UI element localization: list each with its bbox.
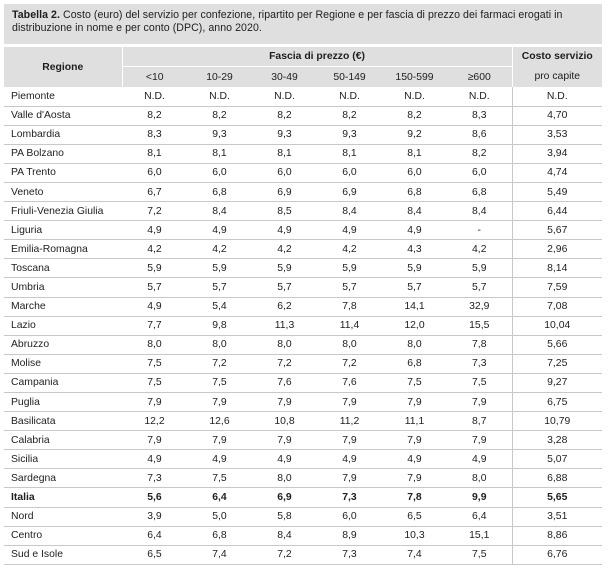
value-cell: 6,2 — [252, 297, 317, 316]
value-cell: 6,8 — [447, 182, 512, 201]
region-name-cell: Italia — [4, 488, 122, 507]
cost-cell: N.D. — [512, 87, 602, 106]
value-cell: 4,9 — [317, 221, 382, 240]
value-cell: 7,8 — [317, 297, 382, 316]
value-cell: 8,2 — [382, 106, 447, 125]
table-row — [4, 259, 602, 278]
value-cell: 7,5 — [187, 469, 252, 488]
value-cell: 10,8 — [252, 412, 317, 431]
value-cell: 15,5 — [447, 316, 512, 335]
value-cell: 7,9 — [447, 393, 512, 412]
region-name-cell: Centro — [4, 526, 122, 545]
header-band: <10 — [122, 67, 187, 88]
table-row — [4, 316, 602, 335]
value-cell: 6,8 — [382, 354, 447, 373]
value-cell: 7,8 — [382, 488, 447, 507]
value-cell: 4,3 — [382, 240, 447, 259]
value-cell: 8,4 — [252, 526, 317, 545]
value-cell: 4,9 — [382, 221, 447, 240]
cost-cell: 2,96 — [512, 240, 602, 259]
cost-cell: 3,53 — [512, 125, 602, 144]
region-name-cell: Liguria — [4, 221, 122, 240]
value-cell: 6,4 — [447, 507, 512, 526]
region-name-cell: Lazio — [4, 316, 122, 335]
value-cell: 5,9 — [122, 259, 187, 278]
table-row — [4, 106, 602, 125]
table-row — [4, 240, 602, 259]
value-cell: 8,0 — [252, 469, 317, 488]
value-cell: 12,6 — [187, 412, 252, 431]
region-name-cell: Calabria — [4, 431, 122, 450]
value-cell: 8,3 — [122, 125, 187, 144]
value-cell: 9,8 — [187, 316, 252, 335]
region-name-cell: Abruzzo — [4, 335, 122, 354]
table-row — [4, 526, 602, 545]
value-cell: 8,2 — [122, 106, 187, 125]
value-cell: 8,4 — [317, 202, 382, 221]
value-cell: 5,4 — [187, 297, 252, 316]
table-row — [4, 393, 602, 412]
value-cell: N.D. — [317, 87, 382, 106]
value-cell: 7,5 — [447, 545, 512, 564]
value-cell: 8,0 — [317, 335, 382, 354]
table-row — [4, 373, 602, 392]
region-name-cell: Nord — [4, 507, 122, 526]
value-cell: 10,3 — [382, 526, 447, 545]
table-row — [4, 507, 602, 526]
value-cell: 4,9 — [317, 450, 382, 469]
table-row — [4, 354, 602, 373]
cost-cell: 9,27 — [512, 373, 602, 392]
value-cell: 11,3 — [252, 316, 317, 335]
value-cell: 5,9 — [252, 259, 317, 278]
value-cell: 11,2 — [317, 412, 382, 431]
value-cell: 7,3 — [447, 354, 512, 373]
value-cell: 5,7 — [252, 278, 317, 297]
table-row — [4, 221, 602, 240]
value-cell: 9,3 — [187, 125, 252, 144]
table-row — [4, 87, 602, 106]
cost-cell: 6,88 — [512, 469, 602, 488]
cost-cell: 8,14 — [512, 259, 602, 278]
value-cell: N.D. — [252, 87, 317, 106]
value-cell: 5,0 — [187, 507, 252, 526]
region-name-cell: Molise — [4, 354, 122, 373]
table-row — [4, 202, 602, 221]
value-cell: 4,2 — [252, 240, 317, 259]
value-cell: 8,1 — [187, 144, 252, 163]
table-row — [4, 412, 602, 431]
value-cell: 6,9 — [252, 182, 317, 201]
value-cell: 12,2 — [122, 412, 187, 431]
value-cell: 4,9 — [382, 450, 447, 469]
region-name-cell: Sardegna — [4, 469, 122, 488]
value-cell: 4,9 — [122, 297, 187, 316]
value-cell: 8,3 — [447, 106, 512, 125]
value-cell: 8,7 — [447, 412, 512, 431]
value-cell: 9,9 — [447, 488, 512, 507]
value-cell: 7,9 — [187, 431, 252, 450]
region-name-cell: PA Bolzano — [4, 144, 122, 163]
value-cell: 6,9 — [252, 488, 317, 507]
value-cell: 11,1 — [382, 412, 447, 431]
value-cell: 4,9 — [252, 221, 317, 240]
value-cell: 7,2 — [317, 354, 382, 373]
value-cell: 8,1 — [382, 144, 447, 163]
value-cell: 6,4 — [187, 488, 252, 507]
value-cell: 7,2 — [187, 354, 252, 373]
table-row — [4, 182, 602, 201]
value-cell: 4,2 — [187, 240, 252, 259]
value-cell: 7,9 — [122, 393, 187, 412]
value-cell: 6,8 — [382, 182, 447, 201]
table-row — [4, 278, 602, 297]
value-cell: 8,1 — [252, 144, 317, 163]
value-cell: 7,7 — [122, 316, 187, 335]
value-cell: 6,7 — [122, 182, 187, 201]
value-cell: 8,4 — [187, 202, 252, 221]
cost-cell: 5,67 — [512, 221, 602, 240]
value-cell: 7,3 — [122, 469, 187, 488]
region-name-cell: Lombardia — [4, 125, 122, 144]
value-cell: 7,6 — [317, 373, 382, 392]
cost-cell: 3,94 — [512, 144, 602, 163]
value-cell: 5,9 — [447, 259, 512, 278]
cost-cell: 5,66 — [512, 335, 602, 354]
table-row — [4, 125, 602, 144]
cost-cell: 7,08 — [512, 297, 602, 316]
table-row — [4, 297, 602, 316]
value-cell: 7,9 — [122, 431, 187, 450]
value-cell: 5,7 — [317, 278, 382, 297]
value-cell: 7,5 — [382, 373, 447, 392]
region-name-cell: Veneto — [4, 182, 122, 201]
value-cell: 7,3 — [317, 545, 382, 564]
value-cell: 7,2 — [122, 202, 187, 221]
value-cell: 7,5 — [447, 373, 512, 392]
cost-cell: 7,59 — [512, 278, 602, 297]
caption-text: Costo (euro) del servizio per confezione, ripartito per Regione e per fascia di prezzo dei farmaci erogati in distribuzione in nome e per conto (DPC), anno 2020. — [12, 9, 563, 34]
value-cell: 7,8 — [447, 335, 512, 354]
value-cell: 7,9 — [317, 393, 382, 412]
value-cell: 7,9 — [252, 393, 317, 412]
cost-cell: 3,51 — [512, 507, 602, 526]
caption-label: Tabella 2. — [12, 9, 60, 21]
value-cell: 5,7 — [447, 278, 512, 297]
value-cell: 5,8 — [252, 507, 317, 526]
table-caption — [4, 4, 602, 44]
table-row — [4, 469, 602, 488]
value-cell: 8,1 — [122, 144, 187, 163]
header-costo: Costo servizio — [512, 47, 602, 67]
header-band: 30-49 — [252, 67, 317, 88]
value-cell: 5,7 — [122, 278, 187, 297]
cost-cell: 6,44 — [512, 202, 602, 221]
value-cell: N.D. — [122, 87, 187, 106]
value-cell: 7,9 — [382, 431, 447, 450]
header-costo-sub: pro capite — [512, 67, 602, 88]
region-name-cell: Campania — [4, 373, 122, 392]
value-cell: 5,7 — [187, 278, 252, 297]
value-cell: 6,0 — [317, 163, 382, 182]
header-band: 10-29 — [187, 67, 252, 88]
value-cell: 8,0 — [252, 335, 317, 354]
header-regione: Regione — [4, 47, 122, 87]
value-cell: 4,9 — [122, 221, 187, 240]
value-cell: 6,0 — [122, 163, 187, 182]
value-cell: 8,0 — [447, 469, 512, 488]
value-cell: 8,2 — [317, 106, 382, 125]
region-name-cell: Marche — [4, 297, 122, 316]
region-name-cell: PA Trento — [4, 163, 122, 182]
cost-cell: 5,07 — [512, 450, 602, 469]
value-cell: 32,9 — [447, 297, 512, 316]
value-cell: 6,0 — [317, 507, 382, 526]
value-cell: 15,1 — [447, 526, 512, 545]
value-cell: 6,5 — [122, 545, 187, 564]
value-cell: 7,2 — [252, 545, 317, 564]
value-cell: 9,2 — [382, 125, 447, 144]
value-cell: 5,9 — [382, 259, 447, 278]
region-name-cell: Sicilia — [4, 450, 122, 469]
value-cell: 3,9 — [122, 507, 187, 526]
cost-cell: 8,86 — [512, 526, 602, 545]
value-cell: 12,0 — [382, 316, 447, 335]
cost-cell: 4,74 — [512, 163, 602, 182]
region-name-cell: Toscana — [4, 259, 122, 278]
value-cell: 6,5 — [382, 507, 447, 526]
value-cell: 4,9 — [187, 221, 252, 240]
value-cell: 5,6 — [122, 488, 187, 507]
value-cell: 8,0 — [122, 335, 187, 354]
header-band: ≥600 — [447, 67, 512, 88]
table-row — [4, 431, 602, 450]
value-cell: 7,9 — [382, 393, 447, 412]
value-cell: 11,4 — [317, 316, 382, 335]
value-cell: 7,9 — [252, 431, 317, 450]
value-cell: 14,1 — [382, 297, 447, 316]
value-cell: N.D. — [447, 87, 512, 106]
value-cell: 7,6 — [252, 373, 317, 392]
header-fascia: Fascia di prezzo (€) — [122, 47, 512, 67]
table-body — [4, 87, 602, 564]
value-cell: 5,9 — [187, 259, 252, 278]
value-cell: 8,9 — [317, 526, 382, 545]
value-cell: 8,6 — [447, 125, 512, 144]
value-cell: 8,4 — [447, 202, 512, 221]
table-row — [4, 545, 602, 564]
table-row — [4, 335, 602, 354]
cost-cell: 10,79 — [512, 412, 602, 431]
cost-cell: 3,28 — [512, 431, 602, 450]
region-name-cell: Friuli-Venezia Giulia — [4, 202, 122, 221]
value-cell: 4,9 — [252, 450, 317, 469]
value-cell: 7,3 — [317, 488, 382, 507]
value-cell: 4,2 — [447, 240, 512, 259]
value-cell: 8,2 — [252, 106, 317, 125]
value-cell: 8,1 — [317, 144, 382, 163]
value-cell: 4,9 — [447, 450, 512, 469]
value-cell: 7,9 — [382, 469, 447, 488]
value-cell: 7,4 — [187, 545, 252, 564]
region-name-cell: Umbria — [4, 278, 122, 297]
value-cell: 7,9 — [317, 431, 382, 450]
value-cell: 7,9 — [447, 431, 512, 450]
cost-cell: 7,25 — [512, 354, 602, 373]
value-cell: N.D. — [382, 87, 447, 106]
value-cell: 8,2 — [187, 106, 252, 125]
region-name-cell: Sud e Isole — [4, 545, 122, 564]
value-cell: 5,7 — [382, 278, 447, 297]
value-cell: 7,2 — [252, 354, 317, 373]
value-cell: 7,9 — [187, 393, 252, 412]
value-cell: 7,9 — [317, 469, 382, 488]
value-cell: 6,0 — [447, 163, 512, 182]
region-name-cell: Piemonte — [4, 87, 122, 106]
table-row — [4, 163, 602, 182]
value-cell: 9,3 — [317, 125, 382, 144]
header-band: 50-149 — [317, 67, 382, 88]
value-cell: 4,9 — [187, 450, 252, 469]
value-cell: 6,9 — [317, 182, 382, 201]
value-cell: 7,5 — [122, 373, 187, 392]
value-cell: 7,5 — [187, 373, 252, 392]
region-name-cell: Emilia-Romagna — [4, 240, 122, 259]
value-cell: 5,9 — [317, 259, 382, 278]
cost-cell: 5,49 — [512, 182, 602, 201]
cost-cell: 5,65 — [512, 488, 602, 507]
table-row — [4, 144, 602, 163]
value-cell: 6,4 — [122, 526, 187, 545]
value-cell: 6,8 — [187, 526, 252, 545]
cost-cell: 6,75 — [512, 393, 602, 412]
region-name-cell: Valle d'Aosta — [4, 106, 122, 125]
value-cell: 8,0 — [382, 335, 447, 354]
value-cell: 7,4 — [382, 545, 447, 564]
value-cell: - — [447, 221, 512, 240]
value-cell: 4,9 — [122, 450, 187, 469]
value-cell: 6,0 — [252, 163, 317, 182]
value-cell: 9,3 — [252, 125, 317, 144]
value-cell: 8,5 — [252, 202, 317, 221]
value-cell: N.D. — [187, 87, 252, 106]
value-cell: 4,2 — [122, 240, 187, 259]
value-cell: 8,4 — [382, 202, 447, 221]
value-cell: 7,5 — [122, 354, 187, 373]
value-cell: 6,8 — [187, 182, 252, 201]
header-band: 150-599 — [382, 67, 447, 88]
region-name-cell: Puglia — [4, 393, 122, 412]
table-row — [4, 488, 602, 507]
value-cell: 6,0 — [382, 163, 447, 182]
cost-cell: 6,76 — [512, 545, 602, 564]
value-cell: 4,2 — [317, 240, 382, 259]
value-cell: 8,0 — [187, 335, 252, 354]
cost-cell: 10,04 — [512, 316, 602, 335]
table-row — [4, 450, 602, 469]
value-cell: 6,0 — [187, 163, 252, 182]
region-name-cell: Basilicata — [4, 412, 122, 431]
cost-cell: 4,70 — [512, 106, 602, 125]
cost-table — [4, 47, 602, 565]
value-cell: 8,2 — [447, 144, 512, 163]
